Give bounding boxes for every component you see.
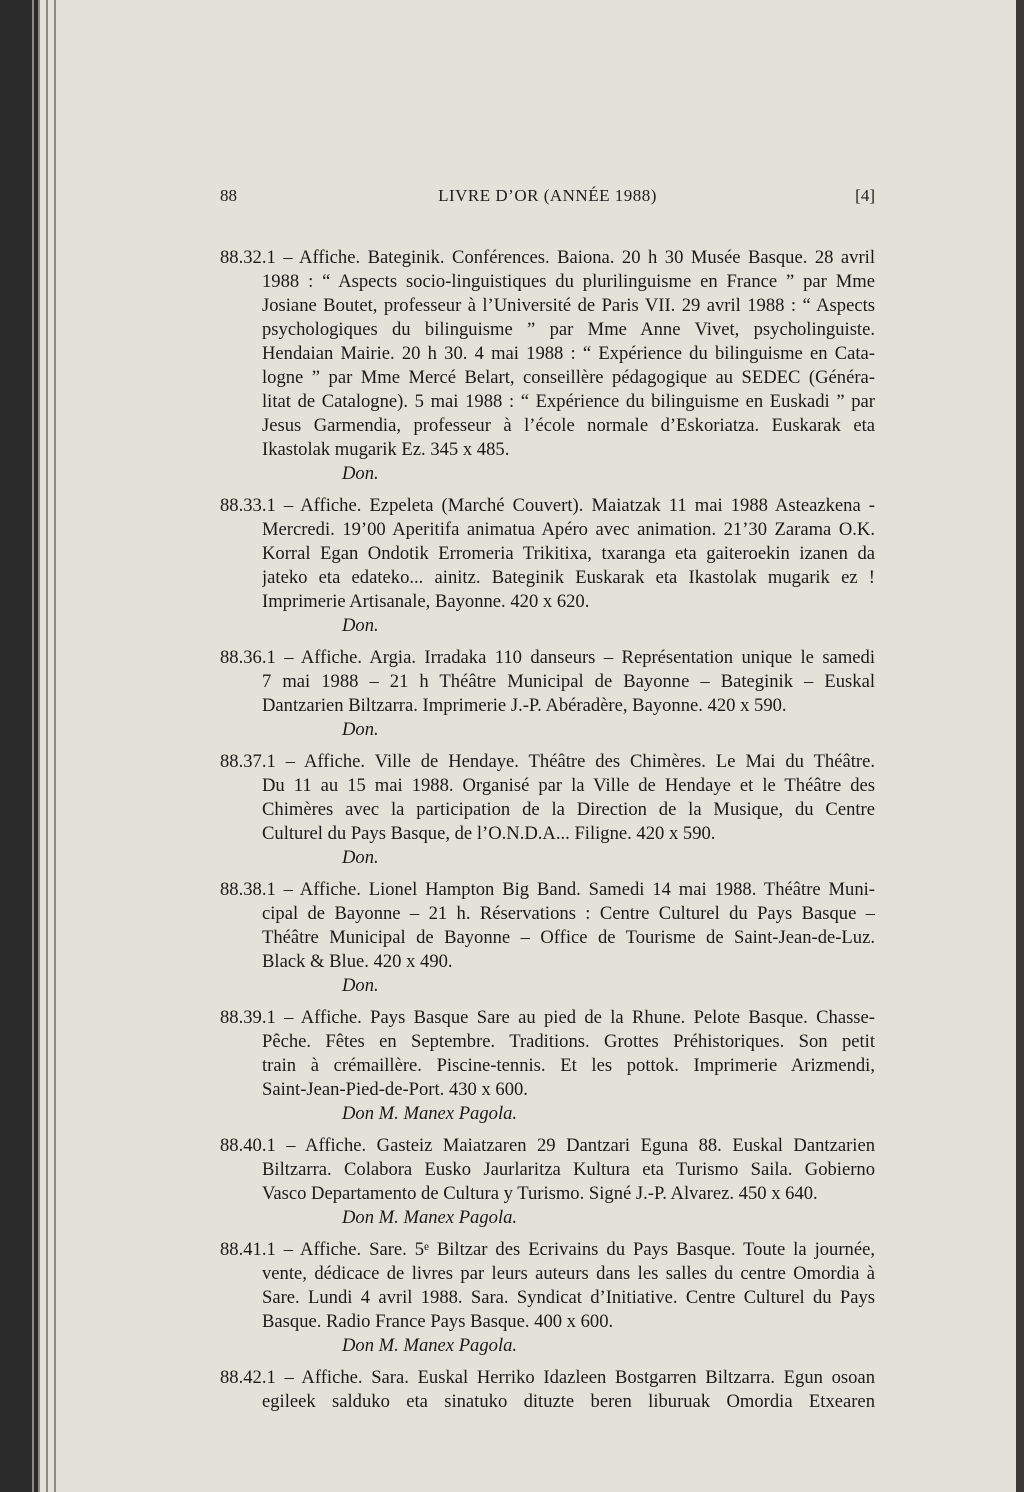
donor-note: Don M. Manex Pagola. bbox=[342, 1207, 518, 1228]
donor-note: Don. bbox=[342, 975, 379, 996]
entry-first-line: 88.37.1 – Affiche. Ville de Hendaye. Théâtre des Chimères. Le Mai du Théâtre. bbox=[220, 751, 875, 772]
entry-first-line: 88.41.1 – Affiche. Sare. 5ᵉ Biltzar des Ecrivains du Pays Basque. Toute la journée, bbox=[220, 1239, 875, 1260]
entry-line: Biltzarra. Colabora Eusko Jaurlaritza Kultura eta Turismo Saila. Gobierno bbox=[262, 1159, 875, 1180]
catalogue-entry bbox=[220, 494, 875, 638]
binding-edge bbox=[54, 0, 56, 1492]
donor-note: Don M. Manex Pagola. bbox=[342, 1335, 518, 1356]
entry-line: Ikastolak mugarik Ez. 345 x 485. bbox=[262, 439, 510, 460]
entry-line: Mercredi. 19’00 Aperitifa animatua Apéro avec animation. 21’30 Zarama O.K. bbox=[262, 519, 875, 540]
entry-line: Culturel du Pays Basque, de l’O.N.D.A... Filigne. 420 x 590. bbox=[262, 823, 716, 844]
binding-edge bbox=[32, 0, 34, 1492]
binding-edge bbox=[46, 0, 48, 1492]
entry-line: jateko eta edateko... ainitz. Bateginik Euskarak eta Ikastolak mugarik ez ! bbox=[262, 567, 875, 588]
entry-line: Black & Blue. 420 x 490. bbox=[262, 951, 453, 972]
binding-edge bbox=[38, 0, 40, 1492]
entry-line: 7 mai 1988 – 21 h Théâtre Municipal de Bayonne – Bateginik – Euskal bbox=[262, 671, 875, 692]
entry-line: Saint-Jean-Pied-de-Port. 430 x 600. bbox=[262, 1079, 528, 1100]
entry-line: cipal de Bayonne – 21 h. Réservations : Centre Culturel du Pays Basque – bbox=[262, 903, 875, 924]
entry-first-line: 88.36.1 – Affiche. Argia. Irradaka 110 danseurs – Représentation unique le samedi bbox=[220, 647, 875, 668]
entry-line: Basque. Radio France Pays Basque. 400 x 600. bbox=[262, 1311, 614, 1332]
catalogue-entry bbox=[220, 1134, 875, 1230]
entry-line: psychologiques du bilinguisme ” par Mme Anne Vivet, psycholinguiste. bbox=[262, 319, 875, 340]
page-number: 88 bbox=[220, 186, 237, 205]
entry-first-line: 88.39.1 – Affiche. Pays Basque Sare au pied de la Rhune. Pelote Basque. Chasse- bbox=[220, 1007, 875, 1028]
entry-line: Chimères avec la participation de la Direction de la Musique, du Centre bbox=[262, 799, 875, 820]
entry-first-line: 88.40.1 – Affiche. Gasteiz Maiatzaren 29 Dantzari Eguna 88. Euskal Dantzarien bbox=[220, 1135, 875, 1156]
running-title: LIVRE D’OR (ANNÉE 1988) bbox=[438, 186, 657, 205]
catalogue-entry bbox=[220, 1006, 875, 1126]
entry-line: litat de Catalogne). 5 mai 1988 : “ Expérience du bilinguisme en Euskadi ” par bbox=[262, 391, 875, 412]
entry-line: Dantzarien Biltzarra. Imprimerie J.-P. Abéradère, Bayonne. 420 x 590. bbox=[262, 695, 787, 716]
entry-line: train à crémaillère. Piscine-tennis. Et les pottok. Imprimerie Arizmendi, bbox=[262, 1055, 875, 1076]
entry-line: Vasco Departamento de Cultura y Turismo. Signé J.-P. Alvarez. 450 x 640. bbox=[262, 1183, 818, 1204]
entry-line: Du 11 au 15 mai 1988. Organisé par la Ville de Hendaye et le Théâtre des bbox=[262, 775, 875, 796]
catalogue-entry bbox=[220, 646, 875, 742]
catalogue-entry bbox=[220, 1366, 875, 1414]
entry-first-line: 88.33.1 – Affiche. Ezpeleta (Marché Couvert). Maiatzak 11 mai 1988 Asteazkena - bbox=[220, 495, 875, 516]
section-number: [4] bbox=[855, 186, 875, 205]
entry-line: Imprimerie Artisanale, Bayonne. 420 x 620. bbox=[262, 591, 590, 612]
catalogue-entries bbox=[220, 246, 875, 1422]
entry-line: logne ” par Mme Mercé Belart, conseillère pédagogique au SEDEC (Généra- bbox=[262, 367, 875, 388]
donor-note: Don. bbox=[342, 847, 379, 868]
catalogue-entry bbox=[220, 878, 875, 998]
donor-note: Don. bbox=[342, 719, 379, 740]
entry-first-line: 88.38.1 – Affiche. Lionel Hampton Big Band. Samedi 14 mai 1988. Théâtre Muni- bbox=[220, 879, 875, 900]
donor-note: Don M. Manex Pagola. bbox=[342, 1103, 518, 1124]
entry-line: Jesus Garmendia, professeur à l’école normale d’Eskoriatza. Euskarak eta bbox=[262, 415, 875, 436]
entry-line: Josiane Boutet, professeur à l’Université de Paris VII. 29 avril 1988 : “ Aspects bbox=[262, 295, 875, 316]
donor-note: Don. bbox=[342, 615, 379, 636]
entry-line: Hendaian Mairie. 20 h 30. 4 mai 1988 : “ Expérience du bilinguisme en Cata- bbox=[262, 343, 875, 364]
entry-line: Théâtre Municipal de Bayonne – Office de Tourisme de Saint-Jean-de-Luz. bbox=[262, 927, 875, 948]
entry-line: Sare. Lundi 4 avril 1988. Sara. Syndicat d’Initiative. Centre Culturel du Pays bbox=[262, 1287, 875, 1308]
entry-line: 1988 : “ Aspects socio-linguistiques du plurilinguisme en France ” par Mme bbox=[262, 271, 875, 292]
entry-line: vente, dédicace de livres par leurs auteurs dans les salles du centre Omordia à bbox=[262, 1263, 875, 1284]
catalogue-entry bbox=[220, 246, 875, 486]
donor-note: Don. bbox=[342, 463, 379, 484]
catalogue-entry bbox=[220, 1238, 875, 1358]
entry-line: Korral Egan Ondotik Erromeria Trikitixa, txaranga eta gaiteroekin izanen da bbox=[262, 543, 875, 564]
page-edge-shadow bbox=[1016, 0, 1024, 1492]
entry-line: Pêche. Fêtes en Septembre. Traditions. Grottes Préhistoriques. Son petit bbox=[262, 1031, 875, 1052]
catalogue-entry bbox=[220, 750, 875, 870]
entry-line: egileek salduko eta sinatuko dituzte beren liburuak Omordia Etxearen bbox=[262, 1391, 875, 1412]
entry-first-line: 88.32.1 – Affiche. Bateginik. Conférences. Baiona. 20 h 30 Musée Basque. 28 avril bbox=[220, 247, 875, 268]
entry-first-line: 88.42.1 – Affiche. Sara. Euskal Herriko Idazleen Bostgarren Biltzarra. Egun osoan bbox=[220, 1367, 875, 1388]
running-header bbox=[220, 186, 875, 210]
